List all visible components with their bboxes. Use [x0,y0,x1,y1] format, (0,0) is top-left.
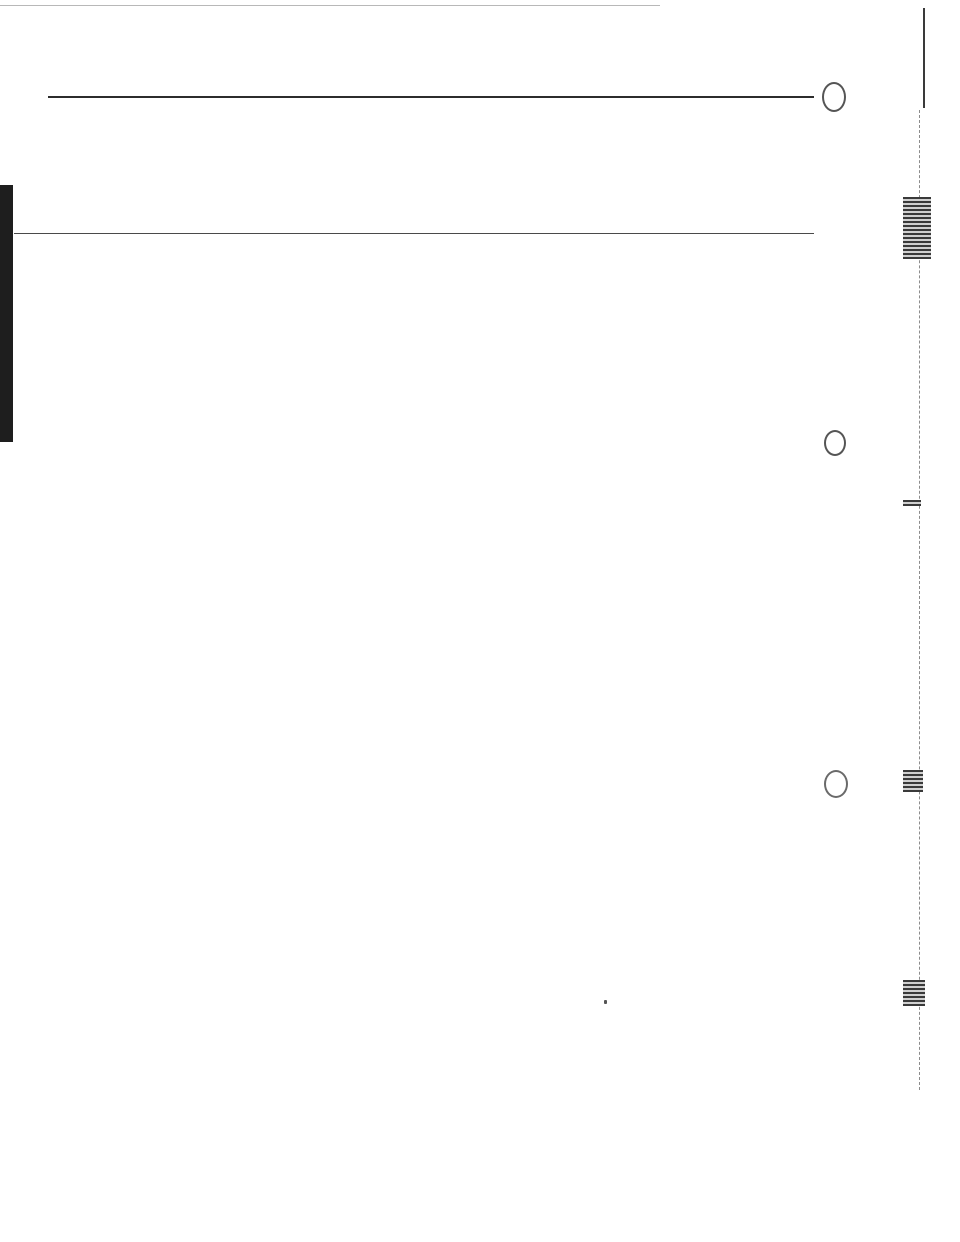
binder-hole-middle [824,430,846,456]
scan-speck [604,1000,607,1004]
header-rule [48,96,814,98]
scan-artifact-line [0,5,660,6]
scan-edge-line [923,8,925,108]
scan-edge-mark [903,770,923,792]
binder-hole-bottom [824,770,848,798]
binder-hole-top [822,82,846,112]
scan-edge-mark [903,500,921,506]
table-bottom-rule [14,233,814,234]
scan-edge-mark [903,980,925,1006]
scan-edge-mark [903,197,931,259]
section-tab [0,185,13,442]
